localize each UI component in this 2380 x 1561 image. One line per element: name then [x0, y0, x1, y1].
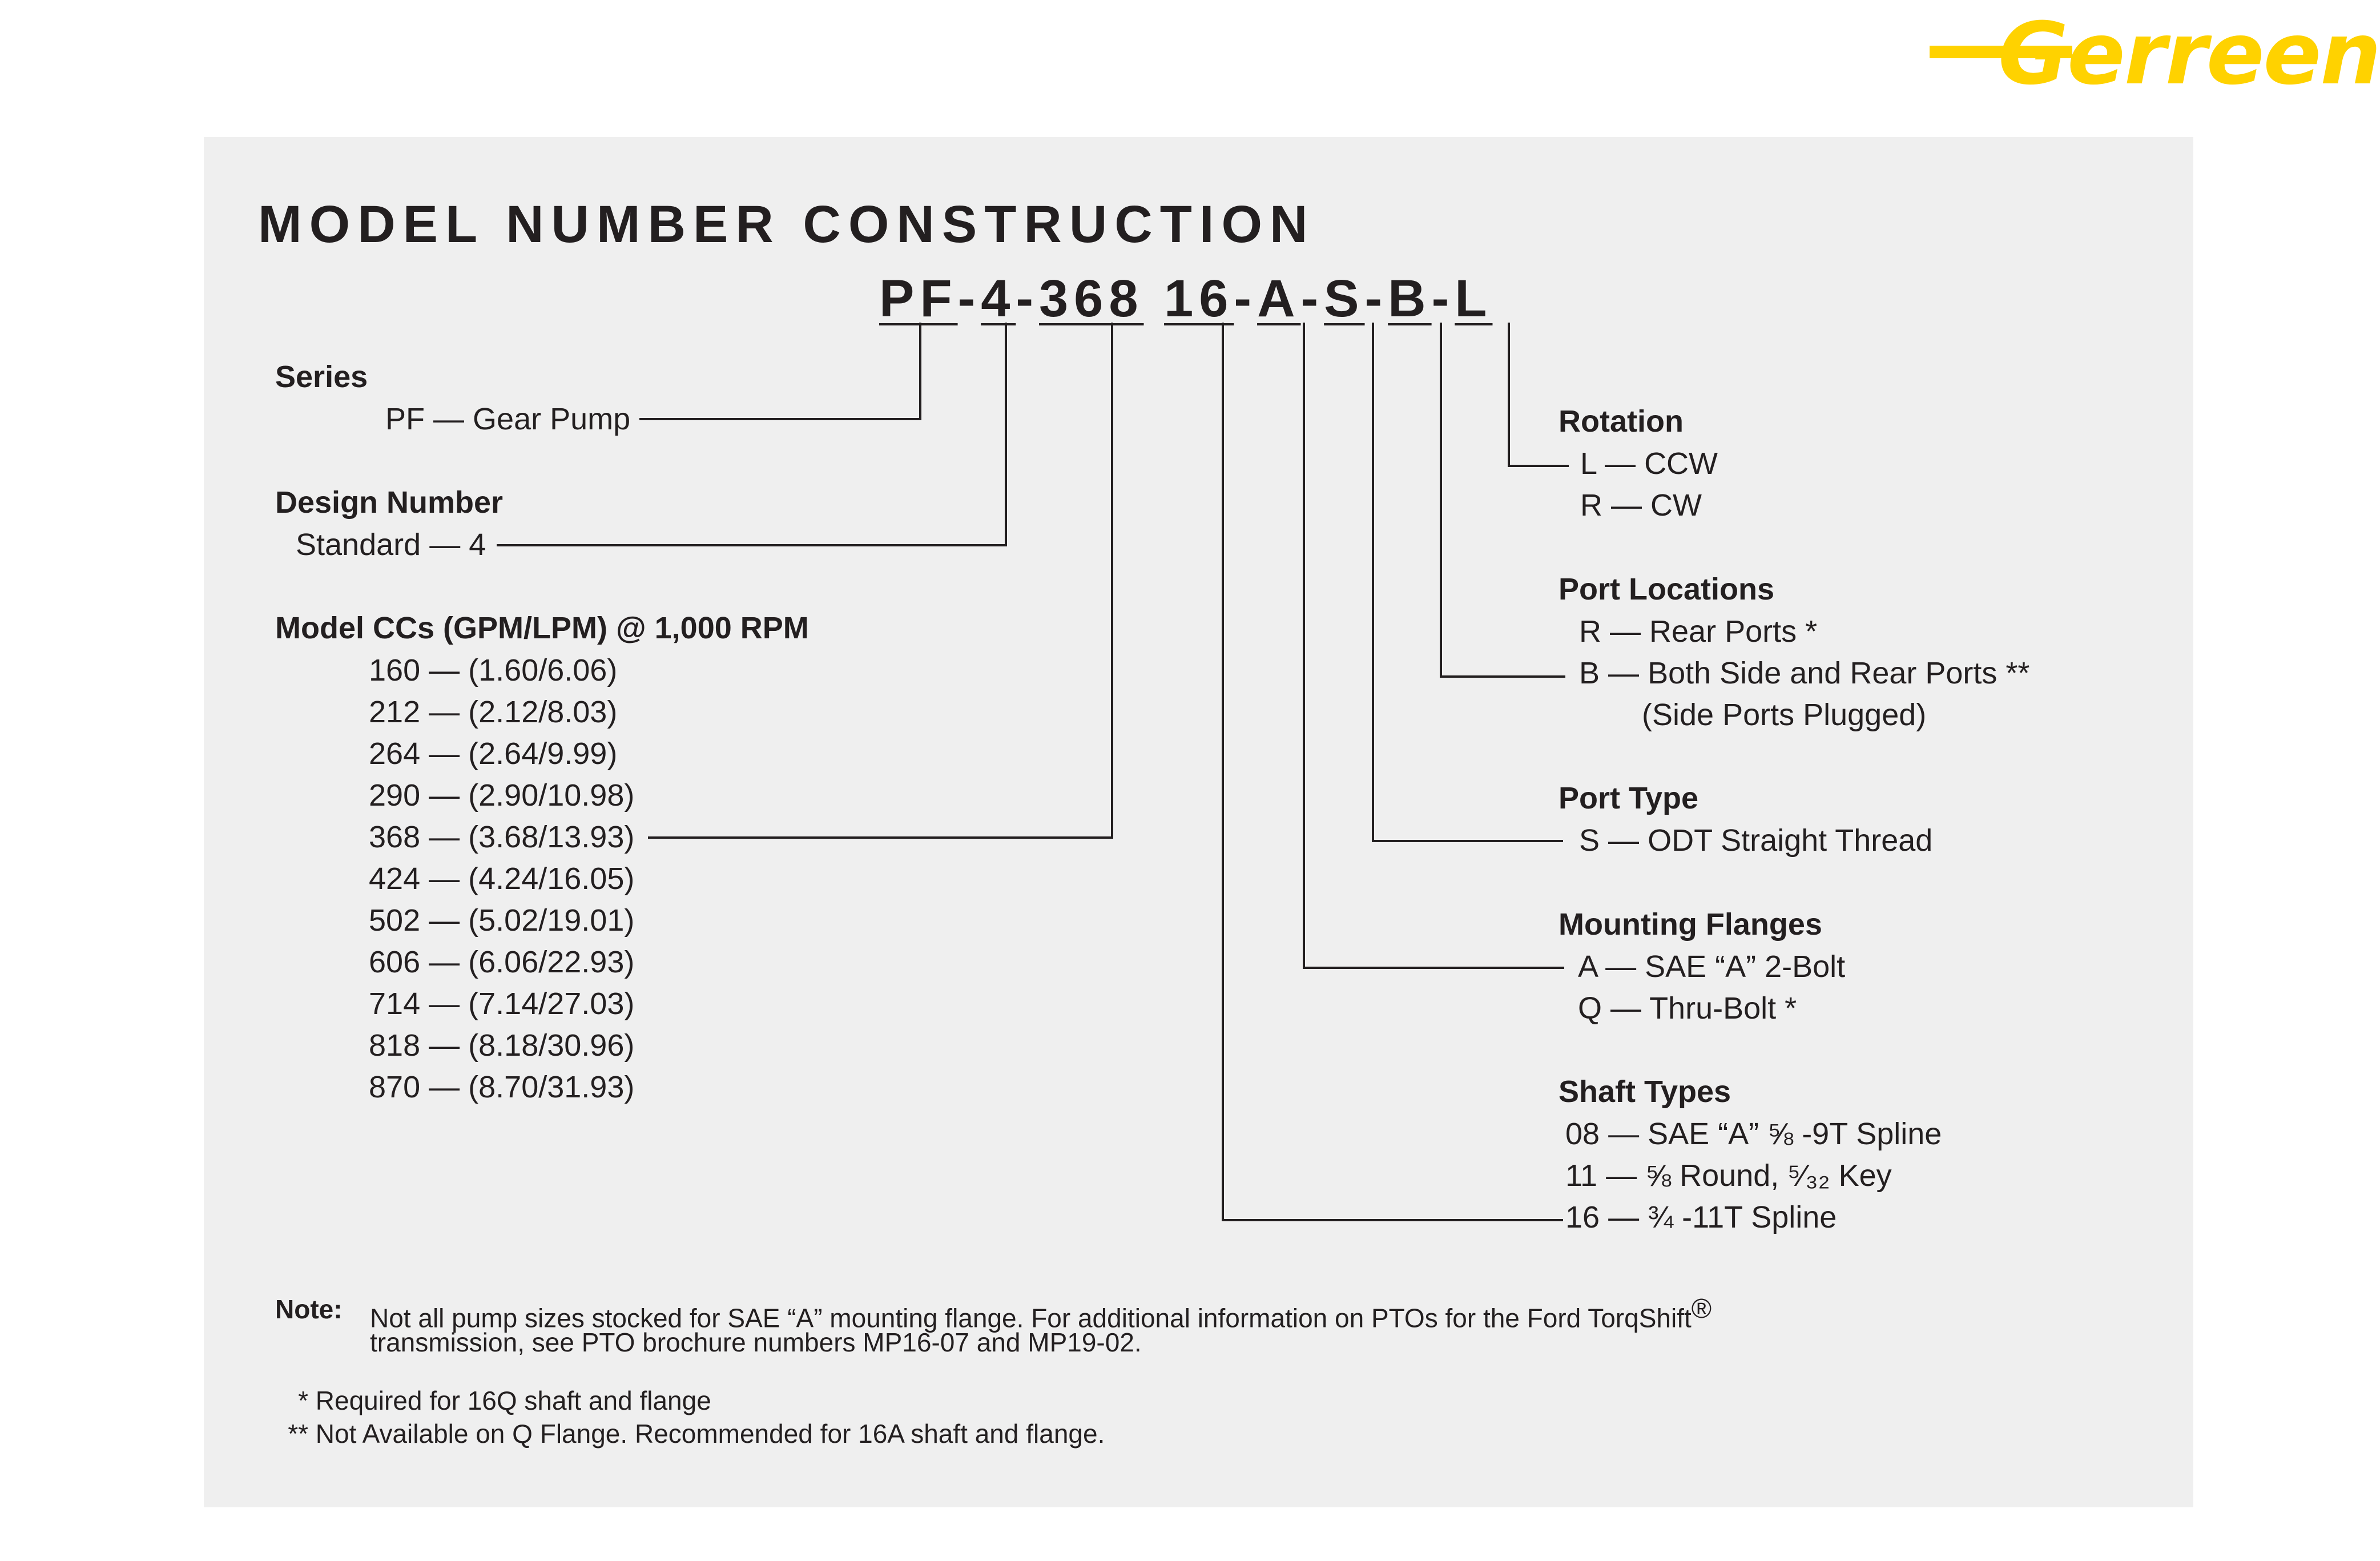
line-shaft	[1223, 323, 1563, 1220]
code-sep: -	[1431, 269, 1455, 328]
registered-mark: ®	[1691, 1294, 1712, 1324]
list-item: 16 — ¾ -11T Spline	[1565, 1200, 1837, 1234]
list-item: 714 — (7.14/27.03)	[369, 987, 635, 1021]
code-sep: -	[1364, 269, 1388, 328]
line-flange	[1304, 323, 1564, 968]
list-item: 502 — (5.02/19.01)	[369, 903, 635, 938]
list-item: Q — Thru-Bolt *	[1578, 991, 1797, 1025]
list-item: 290 — (2.90/10.98)	[369, 778, 635, 812]
note-line-1: Not all pump sizes stocked for SAE “A” mounting flange. For additional information on PTOs for the Ford TorqShift®	[370, 1294, 1712, 1333]
port-locations-heading: Port Locations	[1559, 572, 1775, 606]
design-number-heading: Design Number	[275, 485, 504, 520]
line-port-location	[1441, 323, 1565, 677]
port-type-heading: Port Type	[1559, 781, 1699, 815]
line-rotation	[1509, 323, 1569, 466]
page-title: MODEL NUMBER CONSTRUCTION	[258, 195, 1315, 254]
port-locations-subnote: (Side Ports Plugged)	[1642, 698, 1927, 732]
series-heading: Series	[275, 360, 368, 394]
code-sep: -	[957, 269, 981, 328]
list-item: A — SAE “A” 2-Bolt	[1578, 950, 1846, 984]
note-line-2: transmission, see PTO brochure numbers MP16-07 and MP19-02.	[370, 1327, 1142, 1357]
code-ccs: 368	[1039, 269, 1144, 328]
model-ccs-list	[369, 652, 634, 1105]
footnote-2: ** Not Available on Q Flange. Recommended for 16A shaft and flange.	[288, 1419, 1105, 1449]
list-item: R — CW	[1580, 488, 1702, 522]
shaft-types-heading: Shaft Types	[1559, 1075, 1731, 1109]
list-item: 264 — (2.64/9.99)	[369, 737, 618, 771]
rotation-list	[1580, 445, 1718, 524]
list-item: 424 — (4.24/16.05)	[369, 862, 635, 896]
model-ccs-heading: Model CCs (GPM/LPM) @ 1,000 RPM	[275, 611, 809, 645]
list-item: B — Both Side and Rear Ports **	[1579, 656, 2030, 690]
footnotes	[275, 1384, 1105, 1450]
list-item: L — CCW	[1580, 446, 1718, 481]
port-type-list	[1579, 822, 1932, 859]
list-item: R — Rear Ports *	[1579, 614, 1818, 649]
list-item: S — ODT Straight Thread	[1579, 823, 1933, 858]
code-series: PF	[879, 269, 958, 328]
code-flange: A	[1257, 269, 1301, 328]
line-series	[639, 323, 920, 419]
shaft-types-list	[1565, 1116, 1942, 1236]
line-port-type	[1373, 323, 1563, 841]
code-port-type: S	[1324, 269, 1365, 328]
list-item: 368 — (3.68/13.93)	[369, 820, 635, 854]
code-design: 4	[981, 269, 1016, 328]
list-item: 818 — (8.18/30.96)	[369, 1028, 635, 1063]
code-port-location: B	[1388, 269, 1432, 328]
mounting-flanges-list	[1578, 948, 1845, 1027]
footnote-1: * Required for 16Q shaft and flange	[298, 1386, 711, 1415]
list-item: 606 — (6.06/22.93)	[369, 945, 635, 979]
series-item: PF — Gear Pump	[385, 402, 631, 436]
port-locations-list	[1579, 613, 2029, 733]
code-sep: -	[1300, 269, 1324, 328]
list-item: 160 — (1.60/6.06)	[369, 653, 618, 687]
list-item: 870 — (8.70/31.93)	[369, 1070, 635, 1104]
code-shaft: 16	[1164, 269, 1234, 328]
code-sep: -	[1016, 269, 1040, 328]
rotation-heading: Rotation	[1559, 404, 1684, 438]
mounting-flanges-heading: Mounting Flanges	[1559, 907, 1822, 942]
logo-wordmark: Gerreen	[1998, 5, 2380, 104]
design-number-item: Standard — 4	[296, 528, 486, 562]
list-item: 11 — ⅝ Round, ⁵⁄₃₂ Key	[1565, 1158, 1892, 1193]
code-sep: -	[1234, 269, 1258, 328]
note-label: Note:	[275, 1294, 343, 1324]
line-ccs	[648, 323, 1112, 838]
code-rotation: L	[1455, 269, 1493, 328]
list-item: 212 — (2.12/8.03)	[369, 695, 618, 729]
list-item: 08 — SAE “A” ⅝ -9T Spline	[1565, 1117, 1942, 1151]
